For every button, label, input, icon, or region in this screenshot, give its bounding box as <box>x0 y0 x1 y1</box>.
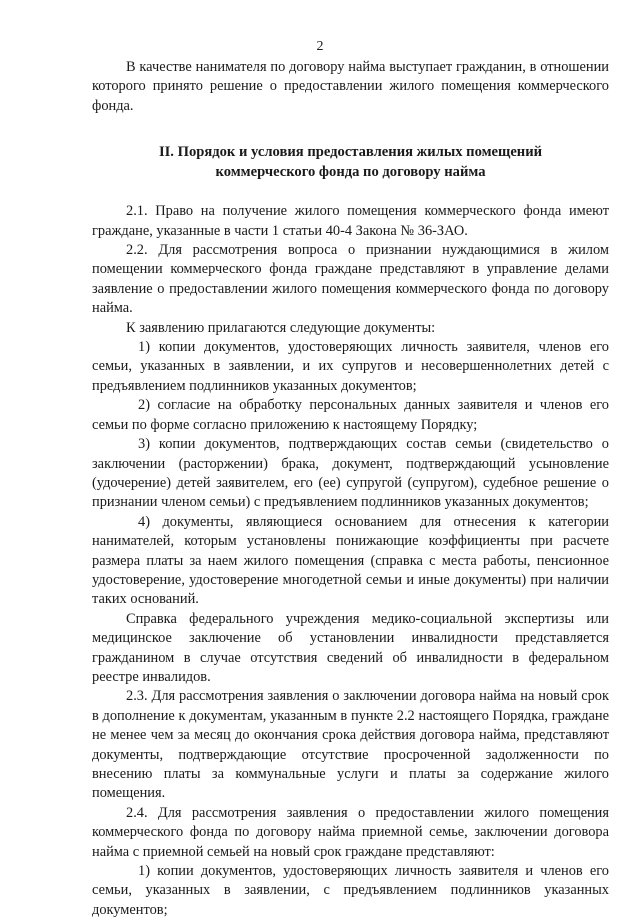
section-heading <box>92 142 609 182</box>
list-item-4: 4) документы, являющиеся основанием для отнесения к категории нанимателей, которым установлены понижающие коэффициенты при расчете размера платы за наем жилого помещения (справка с места работы, пенсионное удостоверение, удостоверение многодетной семьи и иные документы) при наличии таких оснований. <box>92 513 609 608</box>
paragraph-documents-list-intro: К заявлению прилагаются следующие документы: <box>126 319 436 336</box>
section-heading-line-1: II. Порядок и условия предоставления жилых помещений <box>158 144 543 161</box>
list-item-3: 3) копии документов, подтверждающих состав семьи (свидетельство о заключении (расторжении) брака, документ, подтверждающий усыновление (удочерение) детей заявителем, его (ее) супругой (супругом), судебное решение о признании членом семьи) с предъявлением подлинников указанных документов; <box>92 436 609 511</box>
section-heading-line-2: коммерческого фонда по договору найма <box>215 164 486 181</box>
list-item-2: 2) согласие на обработку персональных данных заявителя и членов его семьи по форме согласно приложению к настоящему Порядку; <box>92 397 609 433</box>
page-number: 2 <box>316 39 324 54</box>
document-body <box>92 58 609 920</box>
list-item-1: 1) копии документов, удостоверяющих личность заявителя, членов его семьи, указанных в заявлении, и их супругов и несовершеннолетних детей с предъявлением подлинников указанных документов; <box>92 339 609 394</box>
paragraph-2-4: 2.4. Для рассмотрения заявления о предоставлении жилого помещения коммерческого фонда по договору найма приемной семье, заключении договора найма с приемной семьей на новый срок граждане представляют: <box>92 804 609 860</box>
paragraph-2-1: 2.1. Право на получение жилого помещения коммерческого фонда имеют граждане, указанные в части 1 статьи 40-4 Закона № 36-ЗАО. <box>92 203 609 239</box>
intro-paragraph: В качестве нанимателя по договору найма выступает гражданин, в отношении которого принято решение о предоставлении жилого помещения коммерческого фонда. <box>92 59 609 114</box>
paragraph-2-3: 2.3. Для рассмотрения заявления о заключении договора найма на новый срок в дополнение к документам, указанным в пункте 2.2 настоящего Порядка, граждане не менее чем за месяц до окончания срока действия договора найма, представляют документы, подтверждающие отсутствие просроченной задолженности по внесению платы за коммунальные услуги и платы за содержание жилого помещения. <box>92 688 609 802</box>
paragraph-disability-certificate: Справка федерального учреждения медико-социальной экспертизы или медицинское заключение об установлении инвалидности представляется гражданином в случае отсутствия сведений об инвалидности в федеральном реестре инвалидов. <box>92 610 609 685</box>
list-item-2-4-1: 1) копии документов, удостоверяющих личность заявителя и членов его семьи, указанных в заявлении, с предъявлением подлинников указанных документов; <box>92 863 609 918</box>
paragraph-2-2: 2.2. Для рассмотрения вопроса о признании нуждающимися в жилом помещении коммерческого фонда граждане представляют в управление делами заявление о предоставлении жилого помещения коммерческого фонда по договору найма. <box>92 242 609 317</box>
